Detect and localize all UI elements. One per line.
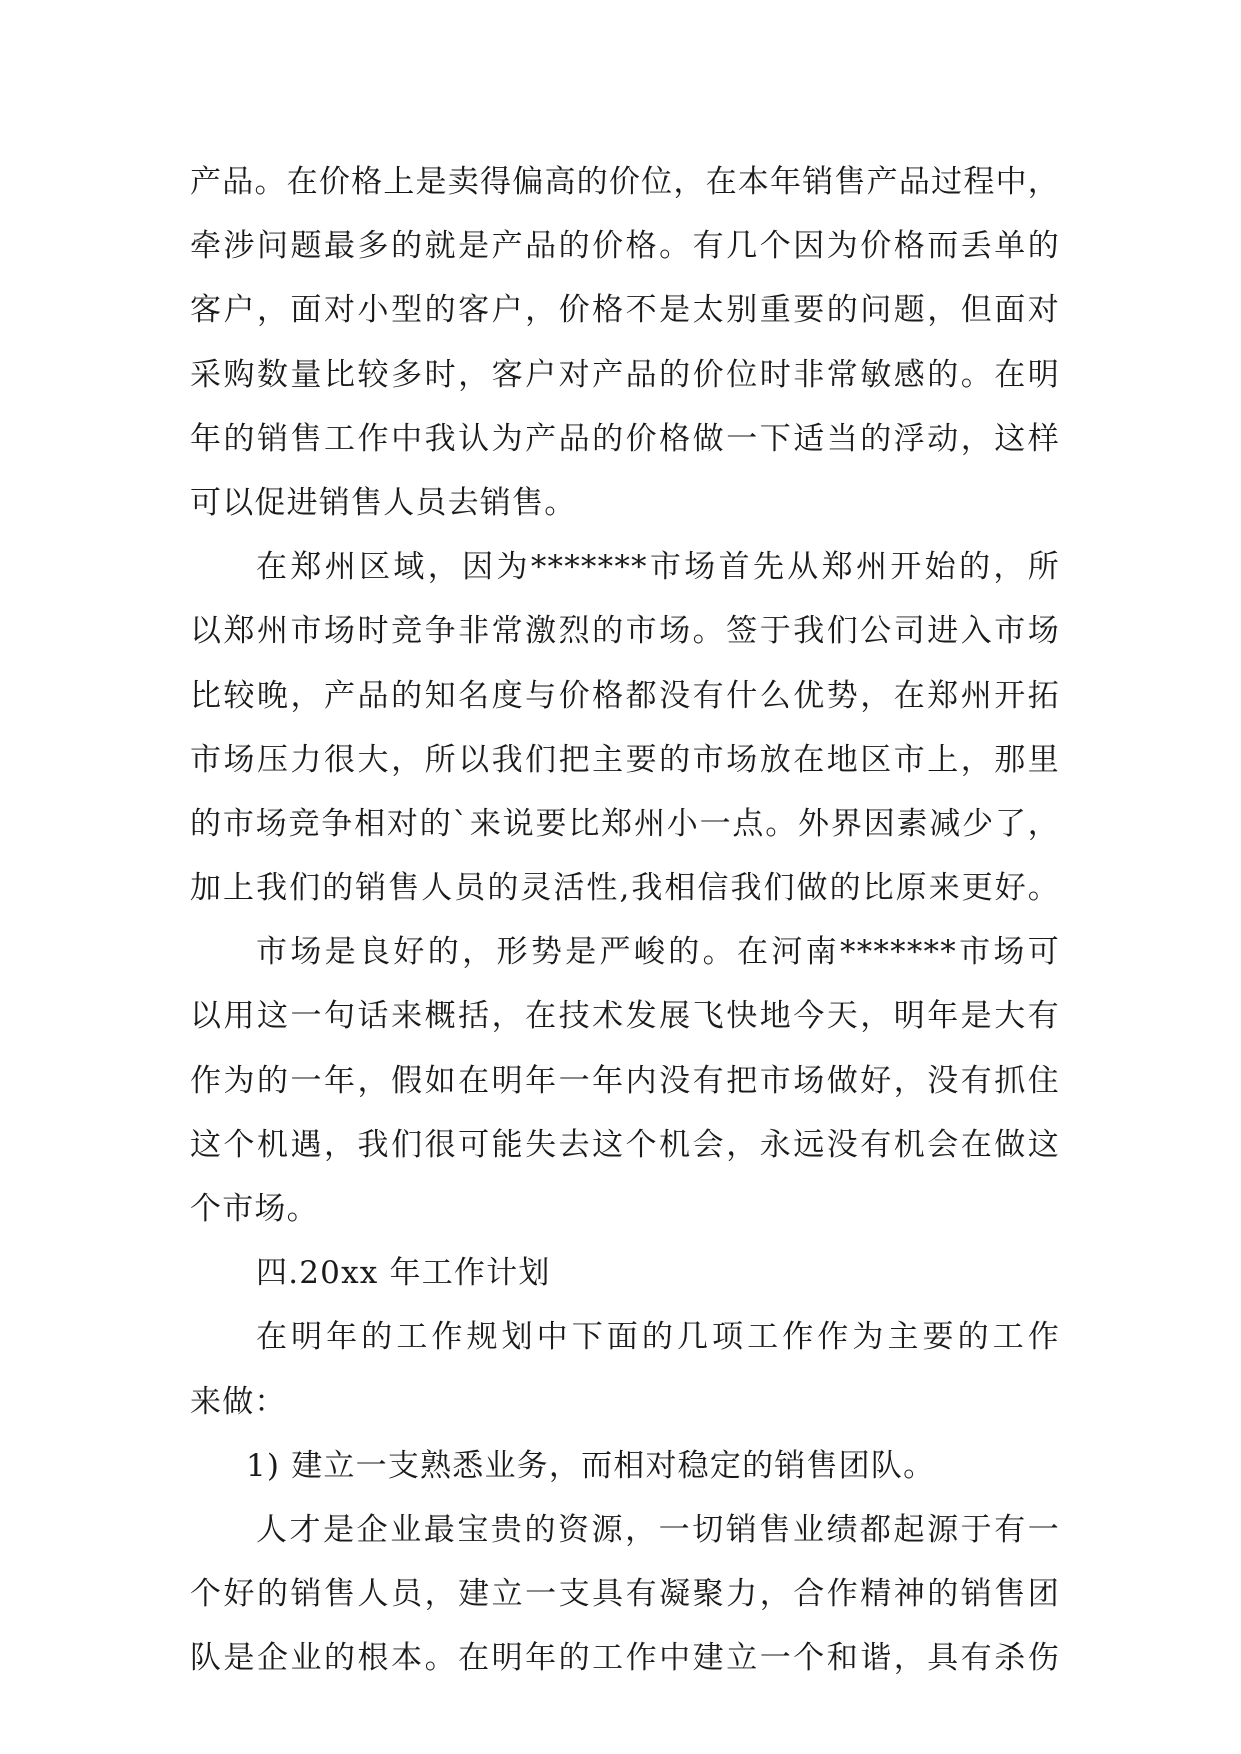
section-heading: 四.20xx 年工作计划 (256, 1255, 551, 1292)
text-line: 以郑州市场时竞争非常激烈的市场。签于我们公司进入市场 (190, 613, 1060, 650)
text-line: 在郑州区域，因为*******市场首先从郑州开始的，所 (256, 549, 1060, 586)
text-line: 队是企业的根本。在明年的工作中建立一个和谐，具有杀伤 (190, 1640, 1060, 1677)
text-line: 以用这一句话来概括，在技术发展飞快地今天，明年是大有 (190, 998, 1060, 1035)
text-line: 人才是企业最宝贵的资源，一切销售业绩都起源于有一 (256, 1511, 1060, 1548)
text-line: 产品。在价格上是卖得偏高的价位，在本年销售产品过程中， (190, 164, 1060, 200)
text-line: 可以促进销售人员去销售。 (190, 484, 577, 521)
text-line: 这个机遇，我们很可能失去这个机会，永远没有机会在做这 (190, 1126, 1060, 1163)
text-line: 牵涉问题最多的就是产品的价格。有几个因为价格而丢单的 (190, 228, 1060, 265)
body-text (190, 150, 1060, 1691)
text-line: 比较晚，产品的知名度与价格都没有什么优势，在郑州开拓 (190, 677, 1060, 714)
text-line: 采购数量比较多时，客户对产品的价位时非常敏感的。在明 (190, 356, 1060, 393)
text-line: 加上我们的销售人员的灵活性,我相信我们做的比原来更好。 (190, 870, 1060, 907)
text-line: 个市场。 (190, 1191, 319, 1227)
text-line: 来做： (190, 1383, 287, 1420)
text-line: 市场是良好的，形势是严峻的。在河南*******市场可 (256, 934, 1060, 971)
text-line: 客户，面对小型的客户，价格不是太别重要的问题，但面对 (190, 292, 1060, 329)
text-line: 在明年的工作规划中下面的几项工作作为主要的工作 (256, 1319, 1060, 1356)
text-line: 个好的销售人员，建立一支具有凝聚力，合作精神的销售团 (190, 1576, 1060, 1613)
text-line: 的市场竞争相对的`来说要比郑州小一点。外界因素减少了， (190, 805, 1060, 842)
text-line: 市场压力很大，所以我们把主要的市场放在地区市上，那里 (190, 741, 1060, 778)
list-item-heading: 1) 建立一支熟悉业务，而相对稳定的销售团队。 (246, 1447, 936, 1484)
text-line: 作为的一年，假如在明年一年内没有把市场做好，没有抓住 (190, 1062, 1060, 1099)
text-line: 年的销售工作中我认为产品的价格做一下适当的浮动，这样 (190, 420, 1060, 457)
